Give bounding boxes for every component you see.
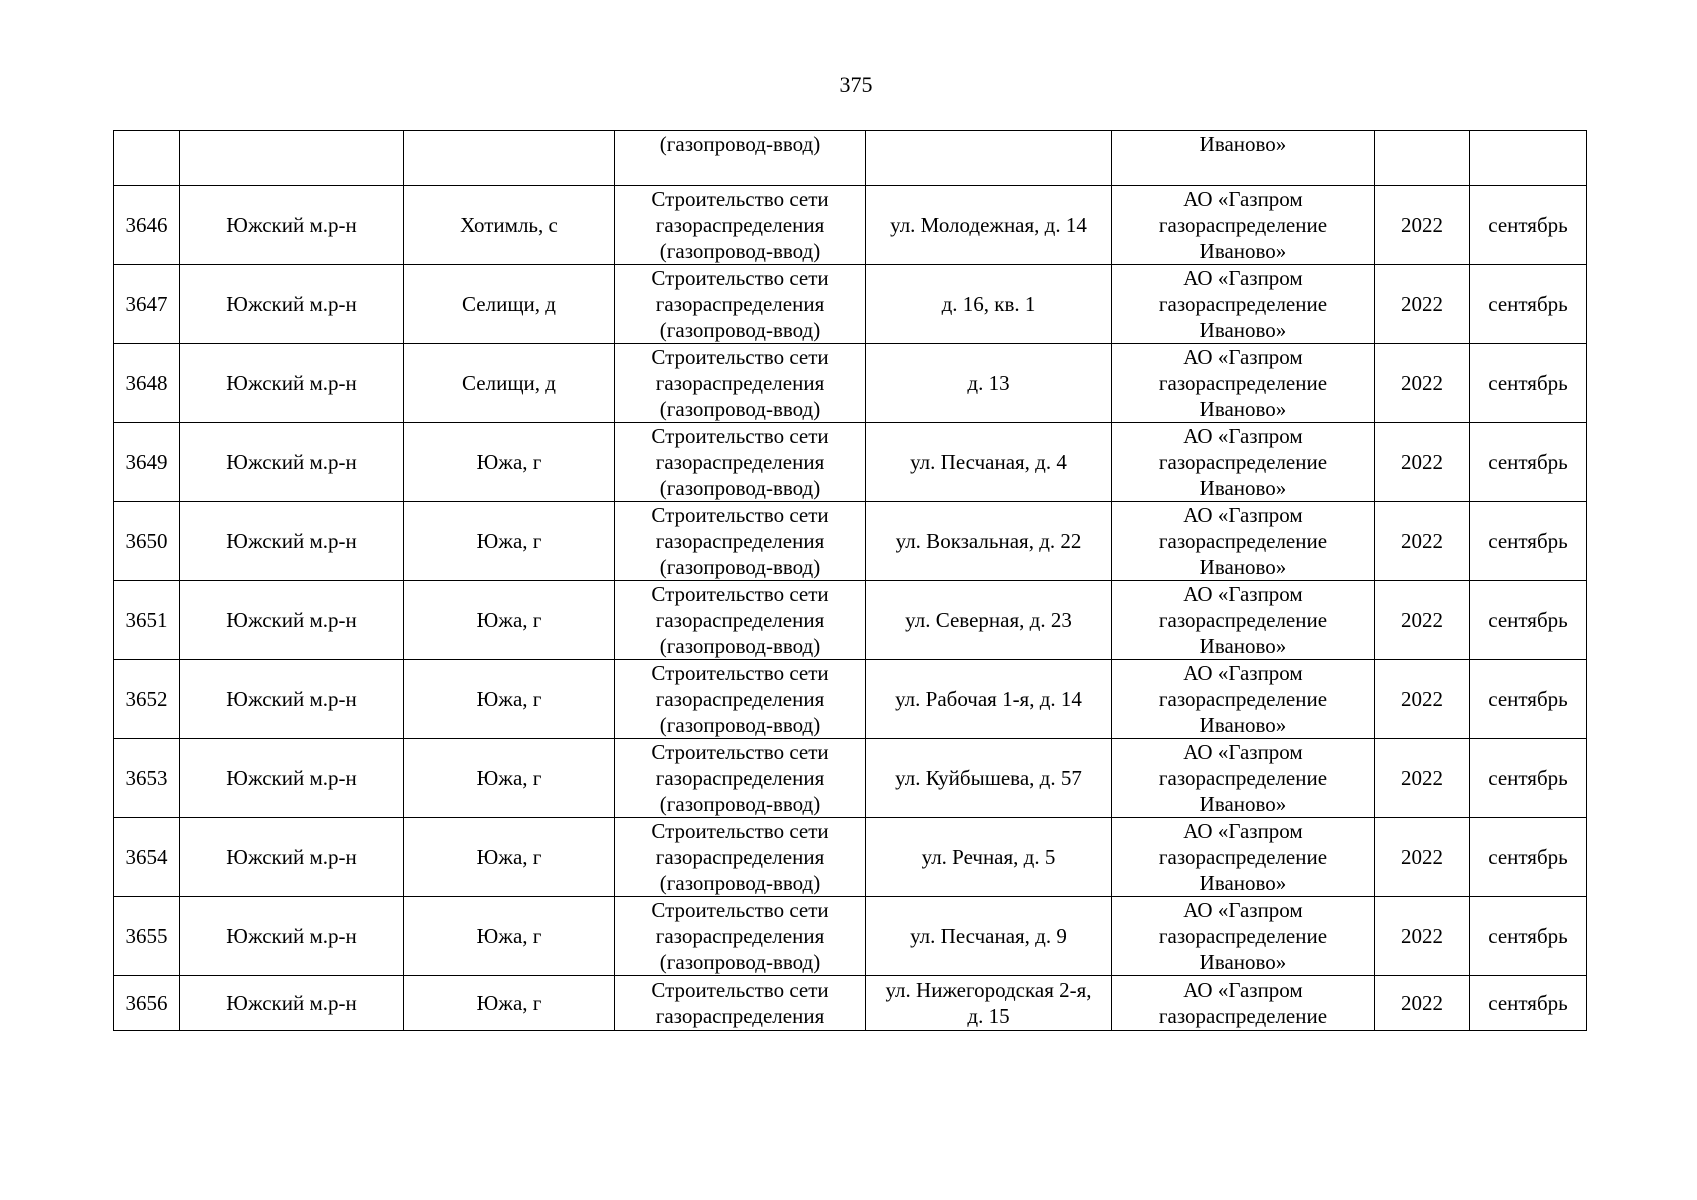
cell-year: 2022 [1375,660,1470,739]
cell-executor: АО «Газпром газораспределение Иваново» [1112,423,1375,502]
cell-year [1375,131,1470,186]
cell-district: Южский м.р-н [180,581,404,660]
cell-executor: АО «Газпром газораспределение Иваново» [1112,818,1375,897]
cell-number: 3654 [114,818,180,897]
cell-month: сентябрь [1470,739,1587,818]
cell-district: Южский м.р-н [180,502,404,581]
cell-district [180,131,404,186]
cell-work: Строительство сети газораспределения (газопровод-ввод) [615,186,866,265]
table-row [114,739,1587,818]
cell-executor: АО «Газпром газораспределение Иваново» [1112,344,1375,423]
cell-executor: АО «Газпром газораспределение Иваново» [1112,660,1375,739]
cell-district: Южский м.р-н [180,186,404,265]
cell-settlement: Южа, г [404,660,615,739]
cell-year: 2022 [1375,897,1470,976]
table-row [114,186,1587,265]
cell-year: 2022 [1375,265,1470,344]
cell-number: 3652 [114,660,180,739]
table-row [114,818,1587,897]
cell-number: 3646 [114,186,180,265]
cell-settlement: Южа, г [404,581,615,660]
cell-executor: АО «Газпром газораспределение [1112,976,1375,1031]
cell-address: ул. Рабочая 1-я, д. 14 [866,660,1112,739]
cell-work: Строительство сети газораспределения (газопровод-ввод) [615,581,866,660]
cell-work: Строительство сети газораспределения (газопровод-ввод) [615,818,866,897]
cell-number: 3656 [114,976,180,1031]
cell-work: Строительство сети газораспределения (газопровод-ввод) [615,502,866,581]
cell-address: ул. Речная, д. 5 [866,818,1112,897]
cell-address: ул. Песчаная, д. 9 [866,897,1112,976]
cell-work: Строительство сети газораспределения (газопровод-ввод) [615,897,866,976]
cell-address: д. 13 [866,344,1112,423]
table-row [114,502,1587,581]
cell-work: Строительство сети газораспределения (газопровод-ввод) [615,265,866,344]
cell-number: 3648 [114,344,180,423]
table-row [114,423,1587,502]
table-row [114,265,1587,344]
cell-year: 2022 [1375,502,1470,581]
cell-year: 2022 [1375,423,1470,502]
cell-executor: АО «Газпром газораспределение Иваново» [1112,581,1375,660]
table-row [114,660,1587,739]
cell-settlement: Южа, г [404,423,615,502]
cell-executor: АО «Газпром газораспределение Иваново» [1112,502,1375,581]
cell-district: Южский м.р-н [180,423,404,502]
document-table [113,130,1587,1031]
cell-executor: АО «Газпром газораспределение Иваново» [1112,186,1375,265]
cell-work: (газопровод-ввод) [615,131,866,186]
cell-settlement [404,131,615,186]
cell-district: Южский м.р-н [180,660,404,739]
cell-month: сентябрь [1470,502,1587,581]
cell-executor: АО «Газпром газораспределение Иваново» [1112,265,1375,344]
cell-executor: АО «Газпром газораспределение Иваново» [1112,897,1375,976]
cell-number: 3649 [114,423,180,502]
cell-number: 3647 [114,265,180,344]
cell-address [866,131,1112,186]
cell-district: Южский м.р-н [180,265,404,344]
cell-month: сентябрь [1470,186,1587,265]
cell-year: 2022 [1375,818,1470,897]
cell-number: 3655 [114,897,180,976]
cell-settlement: Южа, г [404,818,615,897]
cell-year: 2022 [1375,976,1470,1031]
cell-month: сентябрь [1470,976,1587,1031]
cell-settlement: Селищи, д [404,265,615,344]
cell-settlement: Селищи, д [404,344,615,423]
cell-district: Южский м.р-н [180,976,404,1031]
cell-address: ул. Песчаная, д. 4 [866,423,1112,502]
cell-work: Строительство сети газораспределения (газопровод-ввод) [615,344,866,423]
cell-year: 2022 [1375,344,1470,423]
cell-address: ул. Молодежная, д. 14 [866,186,1112,265]
cell-number: 3650 [114,502,180,581]
cell-address: д. 16, кв. 1 [866,265,1112,344]
cell-month: сентябрь [1470,897,1587,976]
cell-month: сентябрь [1470,818,1587,897]
cell-district: Южский м.р-н [180,344,404,423]
cell-work: Строительство сети газораспределения (газопровод-ввод) [615,660,866,739]
table-row-continued [114,131,1587,186]
cell-year: 2022 [1375,581,1470,660]
cell-address: ул. Нижегородская 2-я, д. 15 [866,976,1112,1031]
cell-year: 2022 [1375,739,1470,818]
cell-executor: Иваново» [1112,131,1375,186]
cell-month: сентябрь [1470,660,1587,739]
cell-address: ул. Вокзальная, д. 22 [866,502,1112,581]
cell-number [114,131,180,186]
cell-month: сентябрь [1470,265,1587,344]
cell-address: ул. Северная, д. 23 [866,581,1112,660]
cell-settlement: Южа, г [404,976,615,1031]
cell-month [1470,131,1587,186]
cell-settlement: Южа, г [404,897,615,976]
cell-number: 3651 [114,581,180,660]
cell-work: Строительство сети газораспределения (газопровод-ввод) [615,739,866,818]
cell-district: Южский м.р-н [180,818,404,897]
cell-executor: АО «Газпром газораспределение Иваново» [1112,739,1375,818]
cell-settlement: Южа, г [404,739,615,818]
table-row [114,344,1587,423]
cell-address: ул. Куйбышева, д. 57 [866,739,1112,818]
page-number: 375 [839,72,873,97]
cell-number: 3653 [114,739,180,818]
cell-district: Южский м.р-н [180,897,404,976]
cell-work: Строительство сети газораспределения [615,976,866,1031]
cell-settlement: Южа, г [404,502,615,581]
table-row [114,581,1587,660]
cell-month: сентябрь [1470,344,1587,423]
cell-work: Строительство сети газораспределения (газопровод-ввод) [615,423,866,502]
cell-month: сентябрь [1470,423,1587,502]
table-row [114,976,1587,1031]
cell-year: 2022 [1375,186,1470,265]
cell-district: Южский м.р-н [180,739,404,818]
table-row [114,897,1587,976]
cell-month: сентябрь [1470,581,1587,660]
cell-settlement: Хотимль, с [404,186,615,265]
